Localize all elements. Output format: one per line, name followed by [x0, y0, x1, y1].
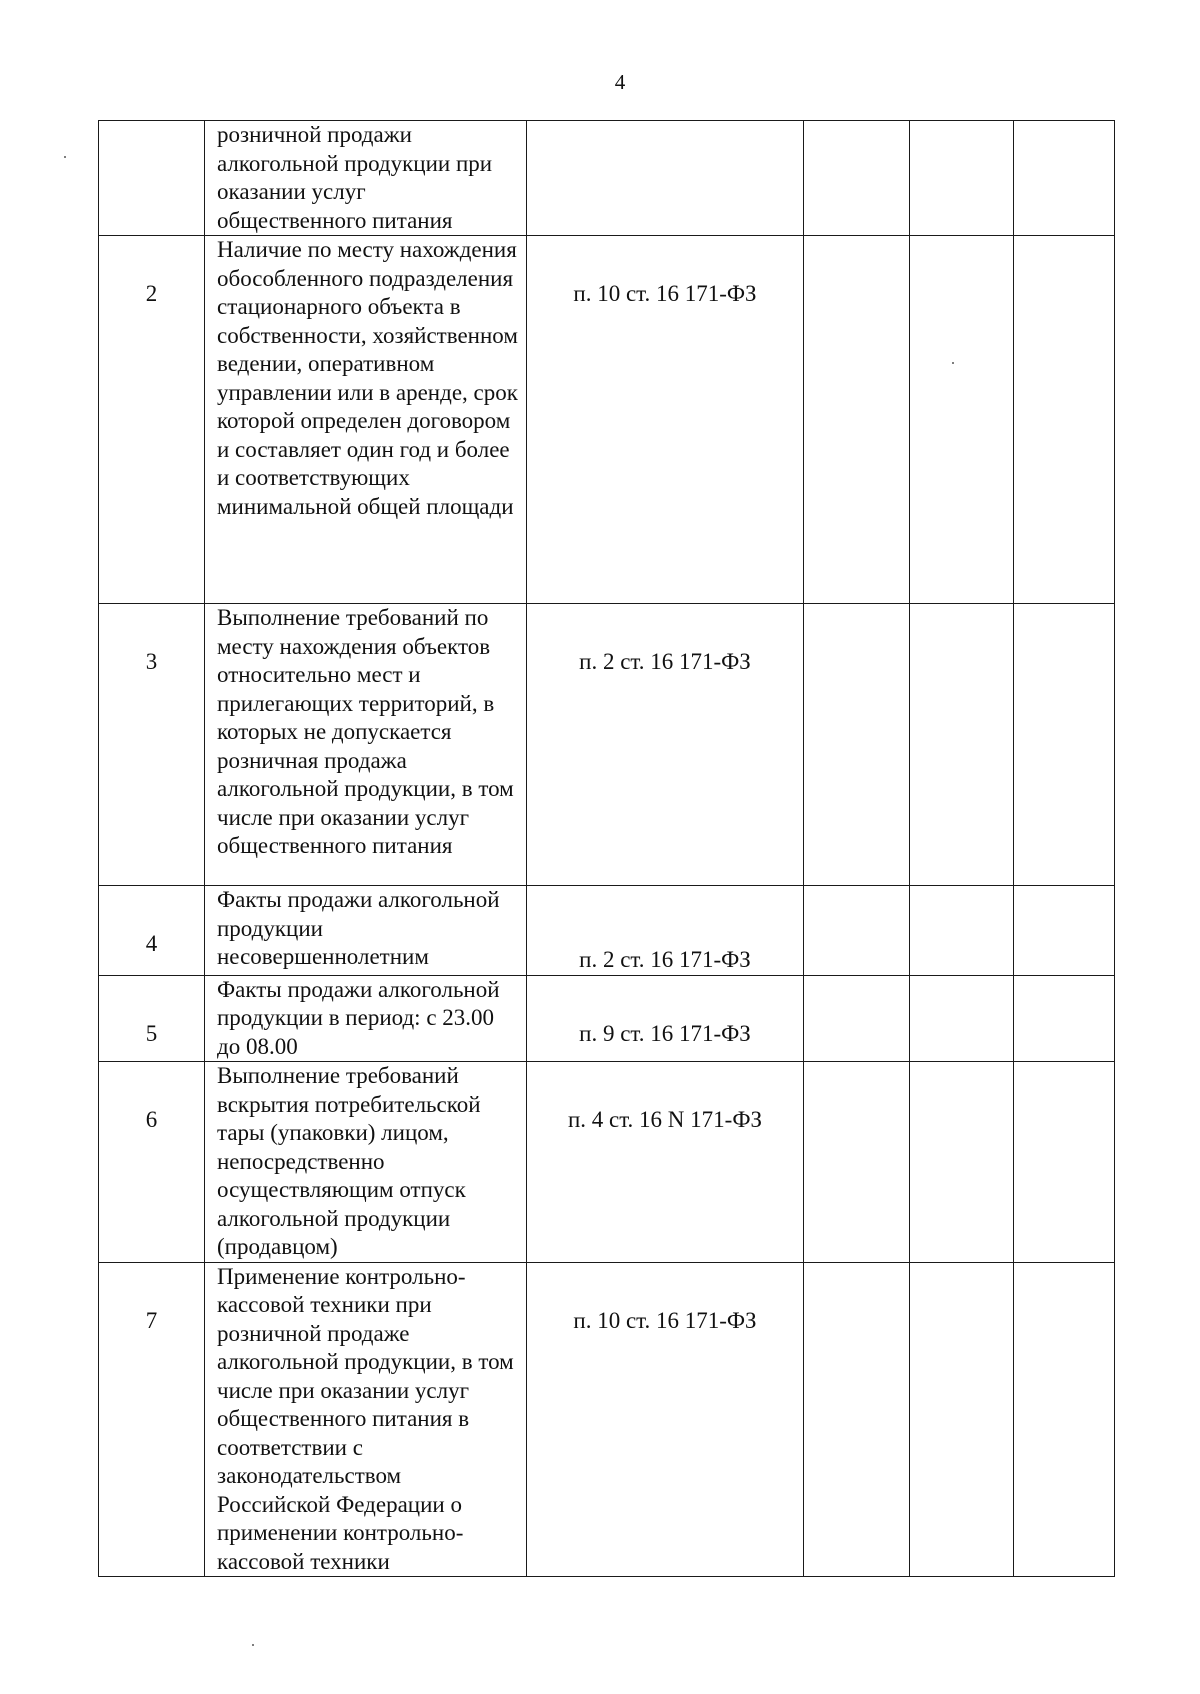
table-row [99, 236, 1115, 604]
reference-cell: п. 9 ст. 16 171-ФЗ [527, 975, 804, 1062]
empty-cell [1014, 604, 1115, 886]
reference-cell [527, 121, 804, 236]
page-number: 4 [614, 70, 626, 94]
empty-cell [1014, 975, 1115, 1062]
empty-cell [1014, 1262, 1115, 1577]
empty-cell [1014, 121, 1115, 236]
empty-cell [804, 886, 910, 976]
requirement-cell: Наличие по месту нахождения обособленного подразделения стационарного объекта в собственности, хозяйственном ведении, оперативном управлении или в аренде, срок которой определен договором и составляет один год и более и соответствующих минимальной общей площади [205, 236, 527, 604]
requirement-cell: Факты продажи алкогольной продукции в период: с 23.00 до 08.00 [205, 975, 527, 1062]
row-number-cell: 3 [99, 604, 205, 886]
table-row [99, 1062, 1115, 1263]
empty-cell [804, 604, 910, 886]
empty-cell [910, 1262, 1014, 1577]
checklist-table [98, 120, 1115, 1577]
empty-cell [804, 1262, 910, 1577]
empty-cell [910, 1062, 1014, 1263]
empty-cell [1014, 1062, 1115, 1263]
table-row [99, 886, 1115, 976]
table-row [99, 604, 1115, 886]
reference-cell: п. 4 ст. 16 N 171-ФЗ [527, 1062, 804, 1263]
reference-cell: п. 10 ст. 16 171-ФЗ [527, 1262, 804, 1577]
requirement-cell: Факты продажи алкогольной продукции несовершеннолетним [205, 886, 527, 976]
empty-cell [804, 236, 910, 604]
requirement-cell: Применение контрольно-кассовой техники при розничной продаже алкогольной продукции, в том числе при оказании услуг общественного питания в соответствии с законодательством Российской Федерации о применении контрольно-кассовой техники [205, 1262, 527, 1577]
row-number-cell [99, 121, 205, 236]
table-row [99, 1262, 1115, 1577]
row-number-cell: 2 [99, 236, 205, 604]
empty-cell [1014, 886, 1115, 976]
row-number-cell: 6 [99, 1062, 205, 1263]
empty-cell [910, 121, 1014, 236]
empty-cell [804, 975, 910, 1062]
empty-cell [910, 975, 1014, 1062]
empty-cell [804, 121, 910, 236]
requirement-cell: Выполнение требований вскрытия потребительской тары (упаковки) лицом, непосредственно осуществляющим отпуск алкогольной продукции (продавцом) [205, 1062, 527, 1263]
empty-cell [804, 1062, 910, 1263]
scan-speck [252, 1644, 254, 1646]
row-number-cell: 7 [99, 1262, 205, 1577]
table-row [99, 975, 1115, 1062]
requirement-cell: Выполнение требований по месту нахождения объектов относительно мест и прилегающих территорий, в которых не допускается розничная продажа алкогольной продукции, в том числе при оказании услуг общественного питания [205, 604, 527, 886]
scan-speck [64, 156, 66, 158]
empty-cell [910, 604, 1014, 886]
row-number-cell: 5 [99, 975, 205, 1062]
table-row [99, 121, 1115, 236]
requirement-cell: розничной продажи алкогольной продукции при оказании услуг общественного питания [205, 121, 527, 236]
reference-cell: п. 2 ст. 16 171-ФЗ [527, 604, 804, 886]
scan-speck [952, 362, 954, 364]
empty-cell [1014, 236, 1115, 604]
empty-cell [910, 886, 1014, 976]
reference-cell: п. 2 ст. 16 171-ФЗ [527, 886, 804, 976]
row-number-cell: 4 [99, 886, 205, 976]
reference-cell: п. 10 ст. 16 171-ФЗ [527, 236, 804, 604]
empty-cell [910, 236, 1014, 604]
